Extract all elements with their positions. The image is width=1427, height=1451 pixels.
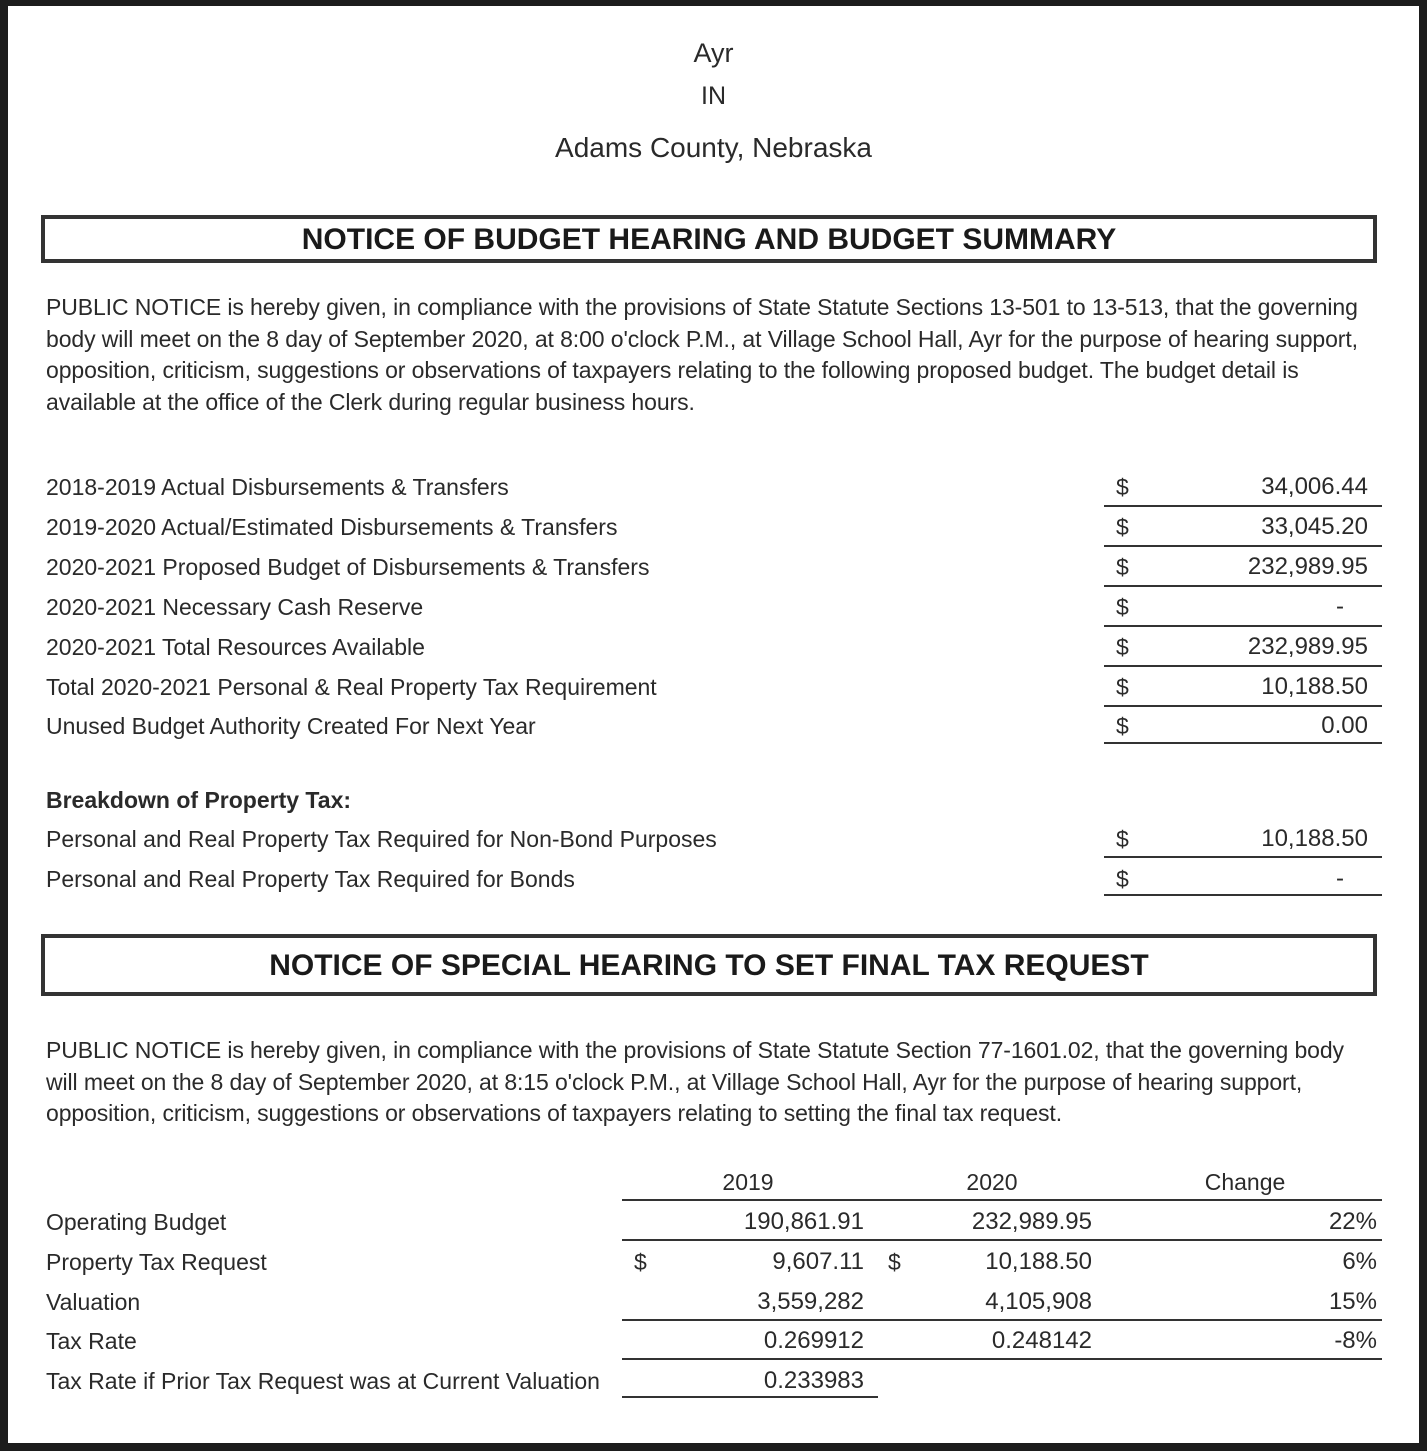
row-label: Personal and Real Property Tax Required for Bonds	[46, 866, 575, 892]
row-amount: 34,006.44	[1261, 473, 1368, 500]
row-amount: 33,045.20	[1261, 513, 1368, 540]
underline	[622, 1199, 1382, 1201]
row-label: Unused Budget Authority Created For Next Year	[46, 713, 536, 739]
row-label: Total 2020-2021 Personal & Real Property Tax Requirement	[46, 674, 657, 700]
row-amount: 232,989.95	[1247, 553, 1368, 580]
dollar-sign: $	[1116, 713, 1129, 739]
underline	[1104, 625, 1382, 627]
state-code: IN	[701, 82, 726, 110]
notice-page	[8, 6, 1419, 1443]
dollar-sign: $	[1116, 826, 1129, 852]
county-name: Adams County, Nebraska	[555, 132, 872, 163]
row-amount: 0.00	[1321, 712, 1368, 739]
row-label: Personal and Real Property Tax Required for Non-Bond Purposes	[46, 826, 717, 852]
row-label: 2019-2020 Actual/Estimated Disbursements & Transfers	[46, 514, 618, 540]
column-header-2019: 2019	[722, 1169, 774, 1195]
underline	[1104, 742, 1382, 744]
dollar-sign: $	[634, 1249, 647, 1275]
value-change: 6%	[1342, 1248, 1377, 1275]
value-2019: 3,559,282	[757, 1288, 864, 1315]
underline	[622, 1358, 1382, 1360]
underline	[622, 1319, 1382, 1321]
value-2019: 190,861.91	[743, 1208, 864, 1235]
tax-notice-paragraph: PUBLIC NOTICE is hereby given, in compliance with the provisions of State Statute Section 77-1601.02, that the governing body will meet on the 8 day of September 2020, at 8:15 o'clock P.M., at Village School Hall, Ayr for the purpose of hearing support, opposition, criticism, suggestions or observations of taxpayers relating to setting the final tax request.	[46, 1037, 1344, 1126]
underline	[622, 1239, 1382, 1241]
value-2019: 0.269912	[763, 1327, 864, 1354]
row-label: 2020-2021 Necessary Cash Reserve	[46, 594, 424, 620]
column-header-change: Change	[1204, 1169, 1286, 1195]
value-2020: 232,989.95	[971, 1208, 1092, 1235]
dollar-sign: $	[1116, 594, 1129, 620]
special-hearing-title: NOTICE OF SPECIAL HEARING TO SET FINAL TAX REQUEST	[41, 934, 1377, 996]
budget-summary-title: NOTICE OF BUDGET HEARING AND BUDGET SUMMARY	[41, 215, 1377, 263]
value-2020: 10,188.50	[985, 1248, 1092, 1275]
row-amount: 232,989.95	[1247, 633, 1368, 660]
underline	[1104, 894, 1382, 896]
underline	[1104, 545, 1382, 547]
column-header-2020: 2020	[966, 1169, 1018, 1195]
row-label: 2018-2019 Actual Disbursements & Transfers	[46, 474, 509, 500]
dollar-sign: $	[1116, 514, 1129, 540]
row-label: Tax Rate if Prior Tax Request was at Current Valuation	[46, 1368, 600, 1394]
underline	[1104, 665, 1382, 667]
row-amount: 10,188.50	[1261, 825, 1368, 852]
row-label: 2020-2021 Proposed Budget of Disbursements & Transfers	[46, 554, 650, 580]
breakdown-heading: Breakdown of Property Tax:	[46, 787, 352, 813]
row-amount: -	[1336, 593, 1344, 620]
dollar-sign: $	[1116, 674, 1129, 700]
dollar-sign: $	[888, 1249, 901, 1275]
value-change: 22%	[1328, 1208, 1377, 1235]
row-amount: 10,188.50	[1261, 673, 1368, 700]
dollar-sign: $	[1116, 634, 1129, 660]
dollar-sign: $	[1116, 554, 1129, 580]
budget-notice-paragraph: PUBLIC NOTICE is hereby given, in compliance with the provisions of State Statute Sections 13-501 to 13-513, that the governing body will meet on the 8 day of September 2020, at 8:00 o'clock P.M., at Village School Hall, Ayr for the purpose of hearing support, opposition, criticism, suggestions or observations of taxpayers relating to the following proposed budget. The budget detail is available at the office of the Clerk during regular business hours.	[46, 294, 1358, 415]
row-label: 2020-2021 Total Resources Available	[46, 634, 425, 660]
value-2020: 0.248142	[991, 1327, 1092, 1354]
row-amount: -	[1336, 865, 1344, 892]
row-label: Tax Rate	[46, 1328, 137, 1354]
value-2020: 4,105,908	[985, 1288, 1092, 1315]
underline	[1104, 856, 1382, 858]
value-change: -8%	[1334, 1327, 1377, 1354]
dollar-sign: $	[1116, 474, 1129, 500]
row-label: Valuation	[46, 1289, 141, 1315]
row-label: Property Tax Request	[46, 1249, 267, 1275]
underline	[622, 1396, 878, 1398]
underline	[1104, 585, 1382, 587]
value-2019: 9,607.11	[772, 1248, 864, 1275]
value-change: 15%	[1328, 1288, 1377, 1315]
row-label: Operating Budget	[46, 1209, 227, 1235]
underline	[1104, 505, 1382, 507]
underline	[1104, 705, 1382, 707]
dollar-sign: $	[1116, 866, 1129, 892]
value-2019: 0.233983	[763, 1367, 864, 1394]
entity-name: Ayr	[693, 38, 734, 68]
